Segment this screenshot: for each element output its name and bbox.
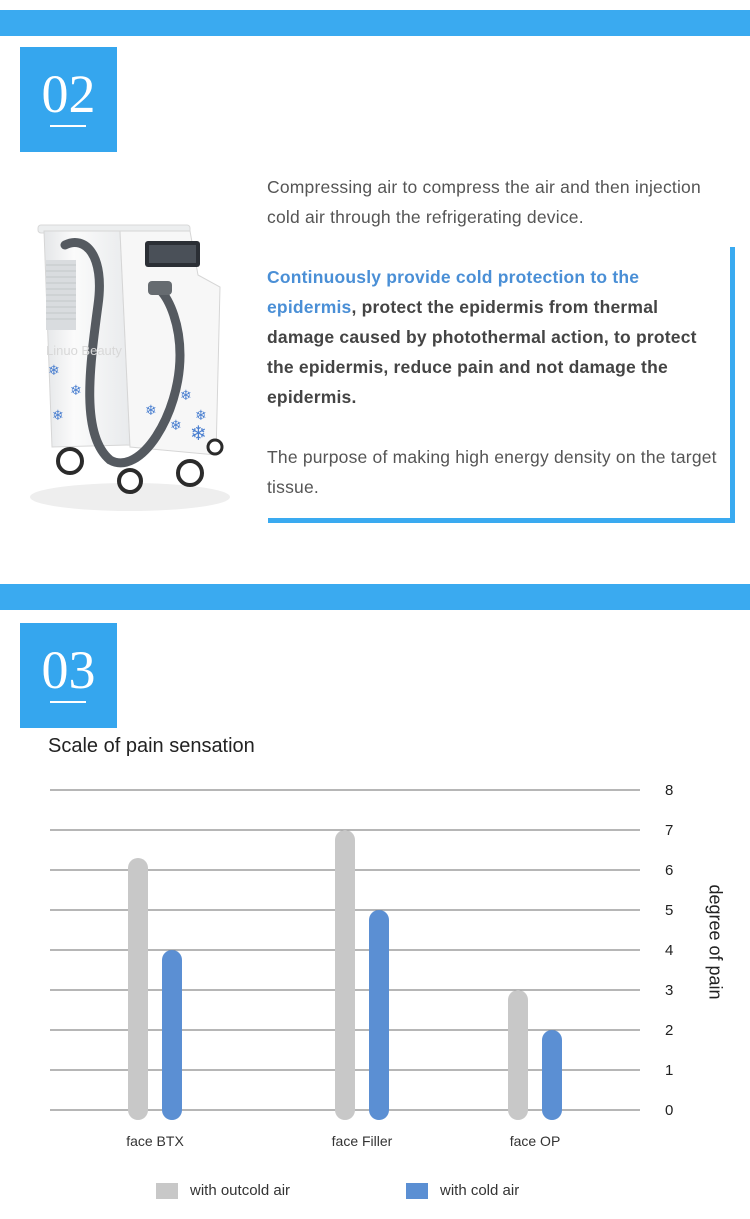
svg-text:❄: ❄ <box>195 408 207 424</box>
bar-face-btx-with-cold-air <box>162 950 182 1120</box>
legend-item-without <box>156 1182 290 1199</box>
chart-title: Scale of pain sensation <box>48 735 255 757</box>
y-tick-label: 8 <box>665 782 674 799</box>
y-tick-label: 7 <box>665 822 674 839</box>
legend-swatch-without <box>156 1183 178 1199</box>
svg-text:❄: ❄ <box>170 418 182 434</box>
svg-text:❄: ❄ <box>48 363 60 379</box>
section-03-number-underline <box>50 701 86 703</box>
cooling-machine-image <box>30 215 245 515</box>
svg-text:❄: ❄ <box>190 421 207 445</box>
bar-face-op-without-cold-air <box>508 990 528 1120</box>
legend-swatch-with <box>406 1183 428 1199</box>
y-tick-label: 2 <box>665 1022 674 1039</box>
svg-text:❄: ❄ <box>180 388 192 404</box>
svg-text:❄: ❄ <box>70 383 82 399</box>
description-paragraph-2-rest: , protect the epidermis from thermal damage caused by photothermal action, to protect the epidermis, reduce pain and not damage the epidermis. <box>267 297 697 407</box>
y-tick-label: 5 <box>665 902 674 919</box>
svg-text:❄: ❄ <box>145 403 157 419</box>
section-03-number: 03 <box>41 640 96 700</box>
section-03-number-box <box>20 623 117 728</box>
description-highlight: Continuously provide cold protection to the epidermis <box>267 267 640 317</box>
y-tick-label: 6 <box>665 862 674 879</box>
description-paragraph-3: The purpose of making high energy density on the target tissue. <box>267 447 717 497</box>
bar-face-op-with-cold-air <box>542 1030 562 1120</box>
section-02-top-band <box>0 10 750 36</box>
pain-scale-chart <box>0 760 750 1170</box>
frame-border-right <box>730 247 735 523</box>
y-tick-label: 0 <box>665 1102 674 1119</box>
x-category-label: face OP <box>509 1133 561 1149</box>
y-tick-label: 4 <box>665 942 674 959</box>
bar-face-filler-with-cold-air <box>369 910 389 1120</box>
legend-item-with <box>406 1182 519 1199</box>
description-paragraph-1: Compressing air to compress the air and then injection cold air through the refrigerating device. <box>267 177 701 227</box>
chart-y-axis-label: degree of pain <box>705 884 726 1000</box>
chart-y-ticks <box>665 782 673 1119</box>
y-tick-label: 3 <box>665 982 674 999</box>
section-02-number: 02 <box>41 64 96 124</box>
x-category-label: face BTX <box>126 1133 184 1149</box>
section-02-number-box <box>20 47 117 152</box>
y-tick-label: 1 <box>665 1062 674 1079</box>
x-category-label: face Filler <box>331 1133 393 1149</box>
section-03-top-band <box>0 584 750 610</box>
description-paragraph-2 <box>267 262 717 412</box>
bar-face-btx-without-cold-air <box>128 858 148 1120</box>
svg-text:❄: ❄ <box>52 408 64 424</box>
legend-label-with: with cold air <box>440 1182 520 1199</box>
chart-bars <box>128 830 562 1120</box>
frame-border-bottom <box>268 518 735 523</box>
chart-x-labels <box>126 1133 560 1149</box>
bar-face-filler-without-cold-air <box>335 830 355 1120</box>
section-02-number-underline <box>50 125 86 127</box>
machine-watermark: Linuo Beauty <box>46 343 122 358</box>
legend-label-without: with outcold air <box>190 1182 291 1199</box>
